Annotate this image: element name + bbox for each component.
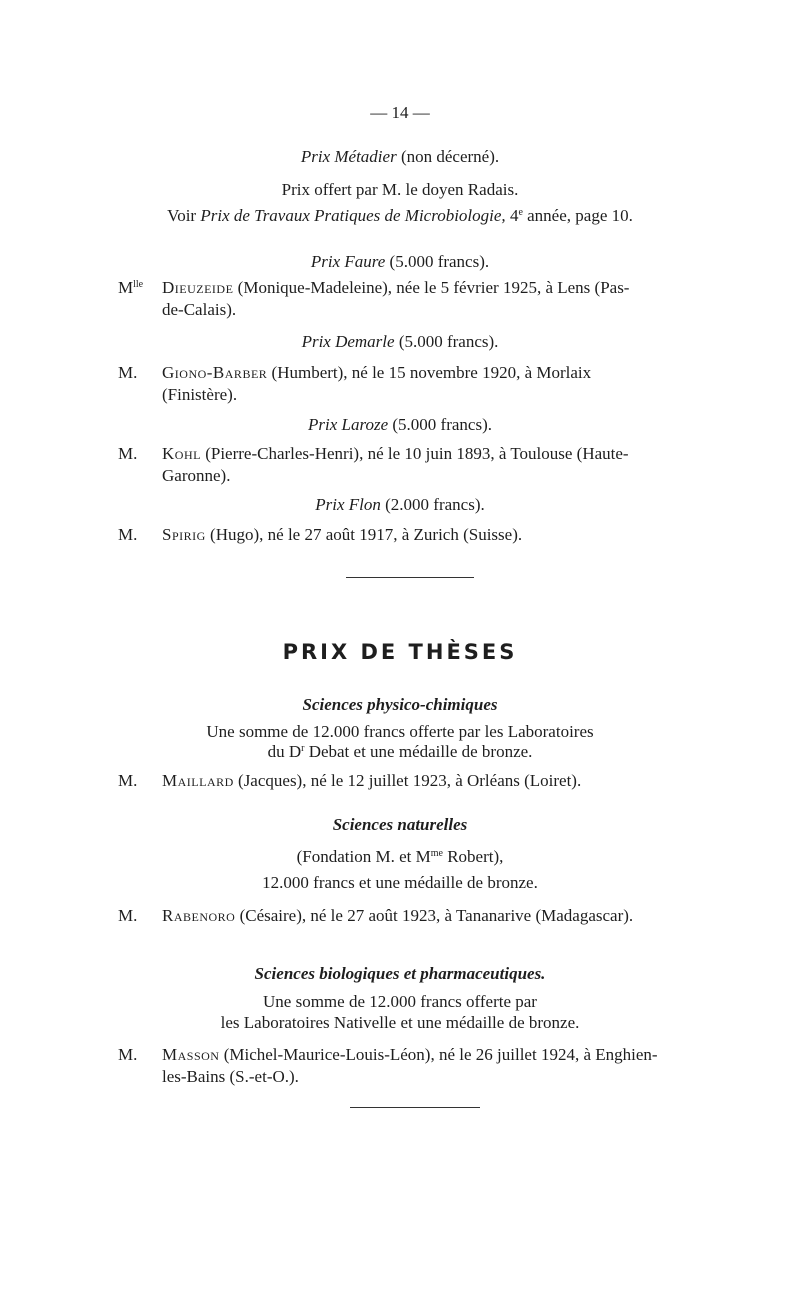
- prize-note: (5.000 francs).: [398, 332, 499, 351]
- winner-surname: Masson: [162, 1045, 220, 1064]
- winner-details: (Césaire), né le 27 août 1923, à Tananarive (Madagascar).: [239, 906, 634, 925]
- see-also-title: Prix de Travaux Pratiques de Microbiologie,: [200, 206, 506, 225]
- winner-entry: [162, 770, 722, 792]
- section-desc: (Fondation M. et $M^{me}$ Robert),: [296, 847, 504, 866]
- prize-title: Prix Métadier: [300, 147, 397, 166]
- prize-title: Prix Demarle: [301, 332, 395, 351]
- winner-details: (Hugo), né le 27 août 1917, à Zurich (Suisse).: [210, 525, 523, 544]
- section-title-physico-chimiques: Sciences physico-chimiques: [302, 695, 498, 714]
- winner-entry: [162, 524, 722, 546]
- see-also-prefix: Voir: [167, 206, 197, 225]
- desc-sup: r: [301, 743, 305, 754]
- section-divider: [350, 1107, 480, 1108]
- winner-civility: M.: [118, 906, 138, 925]
- winner-civility: M.: [118, 363, 138, 382]
- prize-note: (5.000 francs).: [392, 415, 492, 434]
- winner-entry: [162, 277, 722, 321]
- prize-note: (5.000 francs).: [389, 252, 490, 271]
- section-divider: [346, 577, 474, 578]
- winner-entry: [162, 443, 722, 487]
- winner-surname: Spirig: [162, 525, 206, 544]
- see-also-year-sup: e: [518, 207, 523, 218]
- see-also-suffix: année, page 10.: [527, 206, 633, 225]
- winner-entry: [162, 905, 722, 927]
- desc-sup: me: [430, 848, 443, 859]
- page-number: — 14 —: [370, 103, 430, 122]
- winner-details-cont: (Finistère).: [162, 385, 238, 404]
- winner-surname: Maillard: [162, 771, 234, 790]
- section-desc: 12.000 francs et une médaille de bronze.: [262, 873, 538, 892]
- prize-title: Prix Faure: [310, 252, 386, 271]
- winner-surname: Kohl: [162, 444, 201, 463]
- theses-heading: PRIX DE THÈSES: [282, 640, 518, 664]
- winner-surname: Dieuzeide: [162, 278, 234, 297]
- prize-heading-faure: [0, 251, 800, 273]
- section-desc: Une somme de 12.000 francs offerte par: [263, 992, 537, 1011]
- prize-heading-flon: [0, 494, 800, 516]
- section-title-biologiques: Sciences biologiques et pharmaceutiques.: [254, 964, 546, 983]
- winner-details: (Michel-Maurice-Louis-Léon), né le 26 juillet 1924, à Enghien-: [223, 1045, 658, 1064]
- winner-entry: [162, 1044, 722, 1088]
- winner-civility: M.: [118, 444, 138, 463]
- winner-civility: M.: [118, 1045, 138, 1064]
- see-also-line: [0, 205, 800, 227]
- winner-civility: M.: [118, 771, 138, 790]
- winner-civility: $M^{lle}$: [118, 278, 144, 297]
- section-desc: du $D^r$ Debat et une médaille de bronze.: [267, 742, 533, 761]
- prize-title: Prix Flon: [315, 495, 381, 514]
- winner-details: (Pierre-Charles-Henri), né le 10 juin 1893, à Toulouse (Haute-: [205, 444, 629, 463]
- winner-details: (Jacques), né le 12 juillet 1923, à Orléans (Loiret).: [238, 771, 582, 790]
- winner-surname: Giono-Barber: [162, 363, 268, 382]
- winner-entry: [162, 362, 722, 406]
- prize-heading-laroze: [0, 414, 800, 436]
- winner-details: (Monique-Madeleine), née le 5 février 1925, à Lens (Pas-: [237, 278, 630, 297]
- prize-offer-line: Prix offert par M. le doyen Radais.: [281, 180, 519, 199]
- winner-details: (Humbert), né le 15 novembre 1920, à Morlaix: [271, 363, 592, 382]
- see-also-year: 4: [509, 206, 519, 225]
- prize-title: Prix Laroze: [308, 415, 389, 434]
- prize-heading-metadier: [0, 146, 800, 168]
- prize-heading-demarle: [0, 331, 800, 353]
- section-desc: Une somme de 12.000 francs offerte par les Laboratoires: [206, 722, 594, 741]
- winner-civility: M.: [118, 525, 138, 544]
- prize-note: (2.000 francs).: [385, 495, 485, 514]
- winner-details-cont: de-Calais).: [162, 300, 237, 319]
- winner-details-cont: les-Bains (S.-et-O.).: [162, 1067, 299, 1086]
- section-desc: les Laboratoires Nativelle et une médaille de bronze.: [220, 1013, 580, 1032]
- winner-details-cont: Garonne).: [162, 466, 231, 485]
- winner-surname: Rabenoro: [162, 906, 236, 925]
- civility-sup: lle: [133, 279, 144, 290]
- prize-note: (non décerné).: [400, 147, 500, 166]
- section-title-naturelles: Sciences naturelles: [332, 815, 468, 834]
